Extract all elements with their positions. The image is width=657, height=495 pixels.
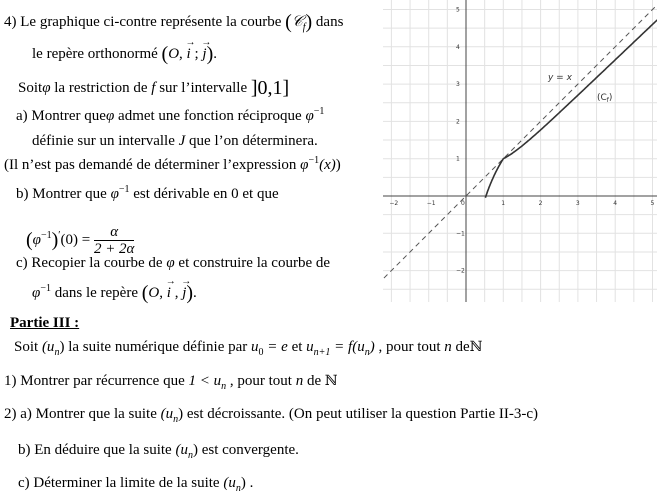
x-tick-label: −2 bbox=[389, 200, 399, 207]
part3-question-2a: 2) a) Montrer que la suite $(u_n)$ est décroissante. (On peut utiliser la question Partie II-3-c) bbox=[4, 406, 539, 425]
q4-note: (Il n’est pas demandé de déterminer l’expression $\varphi^{-1}(x)$) bbox=[4, 155, 341, 173]
part3-question-2c: c) Déterminer la limite de la suite $(u_n)$ . bbox=[18, 475, 254, 494]
q4-line1: 4) Le graphique ci-contre représente la courbe (𝒞$_f$) dans bbox=[4, 11, 344, 33]
q4-line2: le repère orthonormé (O, → i ; → j). bbox=[32, 44, 217, 64]
x-tick-label: 4 bbox=[613, 200, 618, 207]
q4-question-b: b) Montrer que $\varphi^{-1}$ est dérivable en 0 et que bbox=[16, 184, 279, 202]
x-tick-label: 2 bbox=[538, 200, 543, 207]
y-tick-label: −2 bbox=[456, 267, 465, 275]
part3-title: Partie III : bbox=[10, 315, 80, 331]
y-tick-label: −1 bbox=[456, 230, 465, 238]
part3-question-1: 1) Montrer par récurrence que $1 < u_n$ , pour tout n de ℕ bbox=[4, 373, 338, 392]
x-tick-label: −1 bbox=[426, 200, 436, 207]
part3-question-2b: b) En déduire que la suite $(u_n)$ est convergente. bbox=[18, 442, 299, 461]
x-tick-label: 5 bbox=[650, 200, 655, 207]
q4-question-a-line2: définie sur un intervalle J que l’on déterminera. bbox=[32, 133, 318, 149]
graph-grid bbox=[383, 0, 657, 302]
part3-intro: Soit $(u_n)$ la suite numérique définie par $u_0 = e$ et $u_{n+1} = f(u_n)$ , pour tout n deℕ bbox=[14, 339, 483, 358]
y-tick-label: 5 bbox=[456, 6, 460, 14]
graph-axes bbox=[383, 0, 657, 302]
y-tick-label: 1 bbox=[456, 155, 460, 163]
q4-line3: Soitφ la restriction de f sur l’intervalle ]0,1] bbox=[18, 77, 290, 99]
function-graph bbox=[383, 0, 657, 302]
curve-cf bbox=[485, 10, 657, 198]
x-tick-label: 3 bbox=[575, 200, 580, 207]
y-tick-label: 4 bbox=[456, 43, 460, 51]
q4-derivative-formula: $(\varphi^{-1})'(0)$ = $\frac{\alpha}{2 + 2\alpha}$ bbox=[26, 224, 135, 257]
y-tick-label: 2 bbox=[456, 118, 460, 126]
x-tick-label: 0 bbox=[461, 200, 465, 207]
y-tick-label: 3 bbox=[456, 81, 460, 89]
label-bisector: y = x bbox=[548, 73, 572, 83]
derivative-fraction: $\frac{\alpha}{2 + 2\alpha}$ bbox=[93, 224, 135, 257]
bisector-line-y-equals-x bbox=[384, 0, 657, 278]
q4-question-c: c) Recopier la courbe de φ et construire la courbe de bbox=[16, 255, 331, 271]
x-tick-label: 1 bbox=[501, 200, 506, 207]
q4-question-a: a) Montrer queφ admet une fonction réciproque $\varphi^{-1}$ bbox=[16, 106, 325, 124]
label-curve-cf: $(C_f)$ bbox=[597, 93, 613, 104]
q4-question-c-line2: $\varphi^{-1}$ dans le repère (O, → i , → j). bbox=[32, 283, 197, 303]
